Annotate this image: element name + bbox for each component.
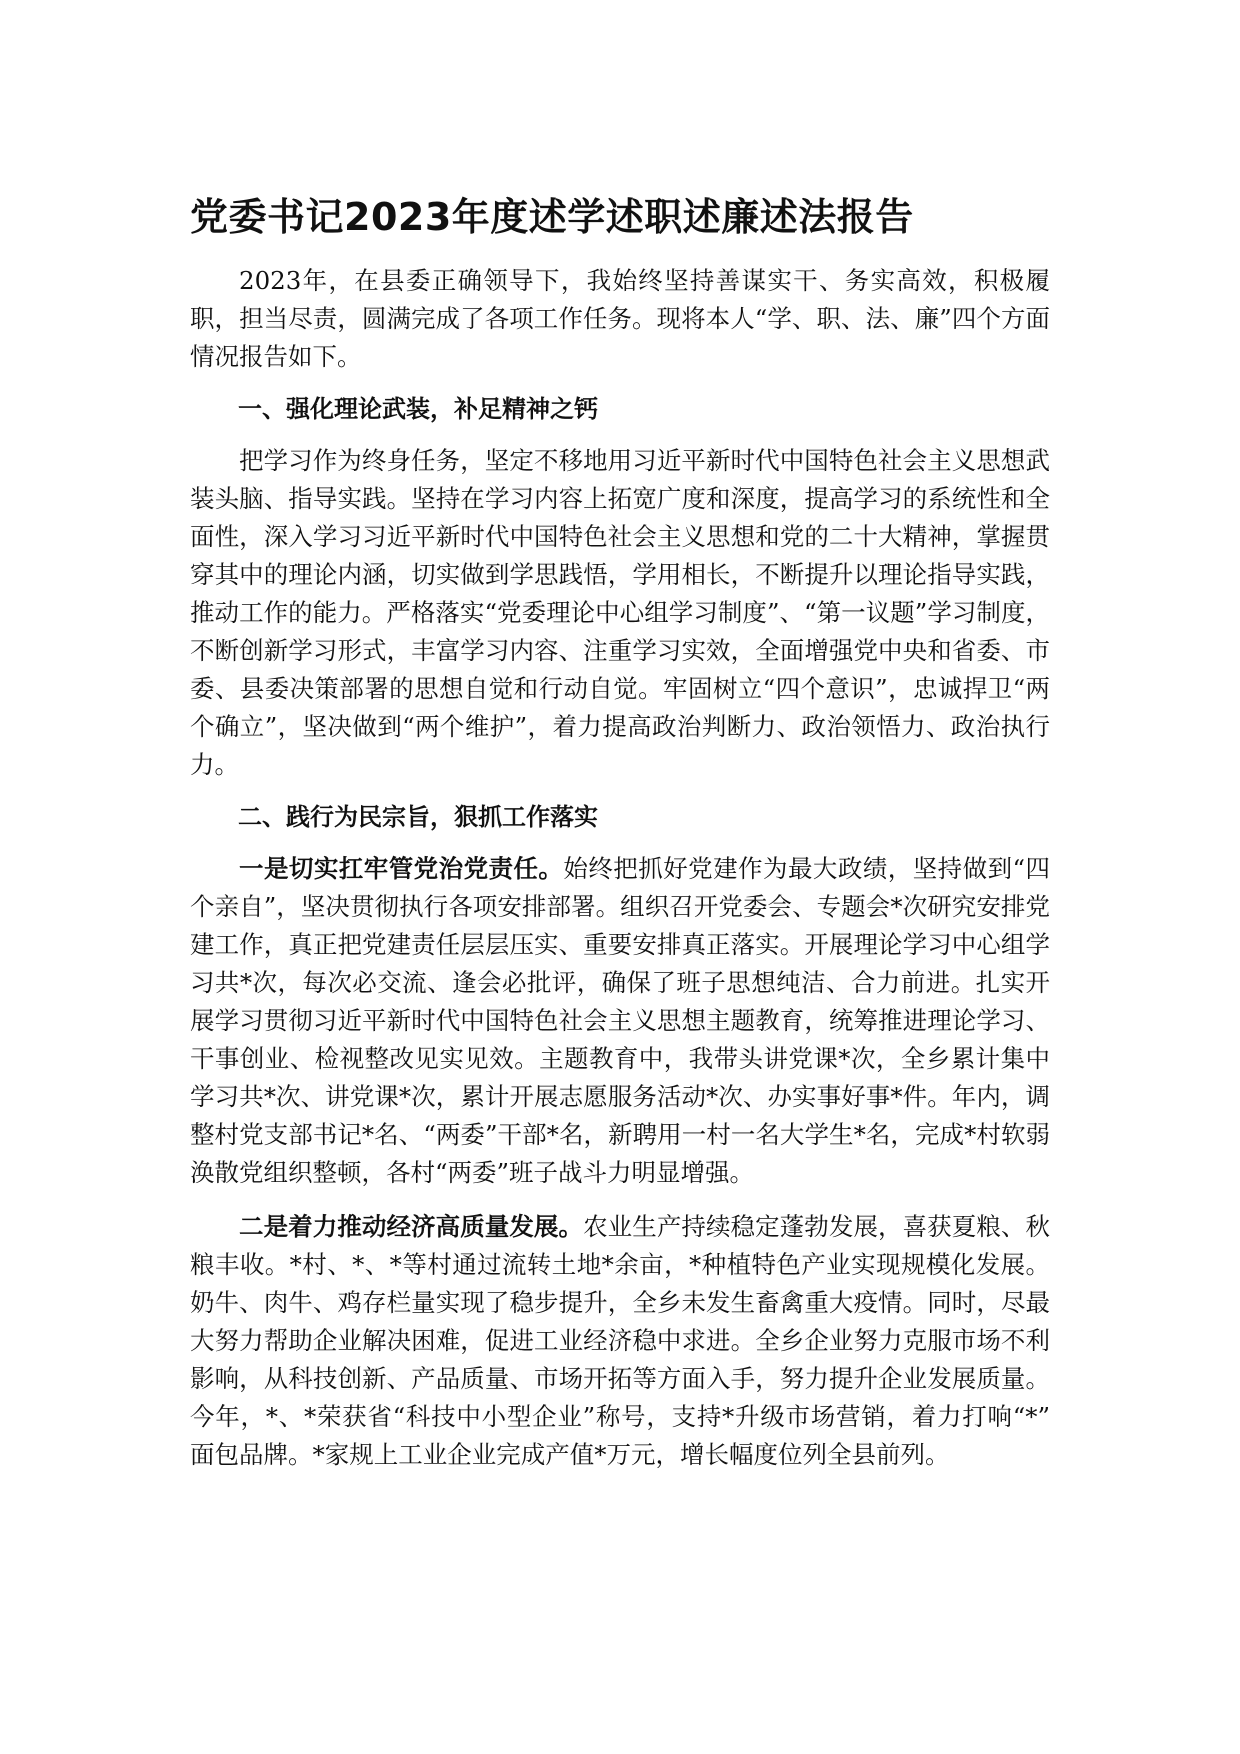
section-heading-2: 二、践行为民宗旨，狠抓工作落实 [238,803,598,831]
item-1-lead: 一是切实扛牢管党治党责任。 [239,854,564,883]
section2-item-1-paragraph [190,850,1050,1192]
item-2-text: 农业生产持续稳定蓬勃发展，喜获夏粮、秋粮丰收。*村、*、*等村通过流转土地*余亩，*种植特色产业实现规模化发展。奶牛、肉牛、鸡存栏量实现了稳步提升，全乡未发生畜禽重大疫情。同时，尽最大努力帮助企业解决困难，促进工业经济稳中求进。全乡企业努力克服市场不利影响，从科技创新、产品质量、市场开拓等方面入手，努力提升企业发展质量。今年，*、*荣获省“科技中小型企业”称号，支持*升级市场营销，着力打响“*” 面包品牌。*家规上工业企业完成产值*万元，增长幅度位列全县前列。 [190,1212,1050,1469]
document-body [190,262,1050,1484]
document-title: 党委书记2023年度述学述职述廉述法报告 [190,195,914,239]
item-1-text: 始终把抓好党建作为最大政绩，坚持做到“四个亲自”，坚决贯彻执行各项安排部署。组织召开党委会、专题会*次研究安排党建工作，真正把党建责任层层压实、重要安排真正落实。开展理论学习中心组学习共*次，每次必交流、逢会必批评，确保了班子思想纯洁、合力前进。扎实开展学习贯彻习近平新时代中国特色社会主义思想主题教育，统筹推进理论学习、干事创业、检视整改见实见效。主题教育中，我带头讲党课*次，全乡累计集中学习共*次、讲党课*次，累计开展志愿服务活动*次、办实事好事*件。年内，调整村党支部书记*名、“两委”干部*名，新聘用一村一名大学生*名，完成*村软弱涣散党组织整顿，各村“两委”班子战斗力明显增强。 [190,854,1051,1187]
item-2-lead: 二是着力推动经济高质量发展。 [239,1212,584,1241]
intro-paragraph: 2023年，在县委正确领导下，我始终坚持善谋实干、务实高效，积极履职，担当尽责，圆满完成了各项工作任务。现将本人“学、职、法、廉”四个方面情况报告如下。 [190,266,1050,371]
section-paragraph-1: 把学习作为终身任务，坚定不移地用习近平新时代中国特色社会主义思想武装头脑、指导实践。坚持在学习内容上拓宽广度和深度，提高学习的系统性和全面性，深入学习习近平新时代中国特色社会主义思想和党的二十大精神，掌握贯穿其中的理论内涵，切实做到学思践悟，学用相长，不断提升以理论指导实践，推动工作的能力。严格落实“党委理论中心组学习制度”、“第一议题”学习制度，不断创新学习形式，丰富学习内容、注重学习实效，全面增强党中央和省委、市委、县委决策部署的思想自觉和行动自觉。牢固树立“四个意识”，忠诚捍卫“两个确立”，坚决做到“两个维护”，着力提高政治判断力、政治领悟力、政治执行力。 [190,446,1050,779]
section-heading-1: 一、强化理论武装，补足精神之钙 [238,395,598,423]
section2-item-2-paragraph [190,1208,1050,1474]
